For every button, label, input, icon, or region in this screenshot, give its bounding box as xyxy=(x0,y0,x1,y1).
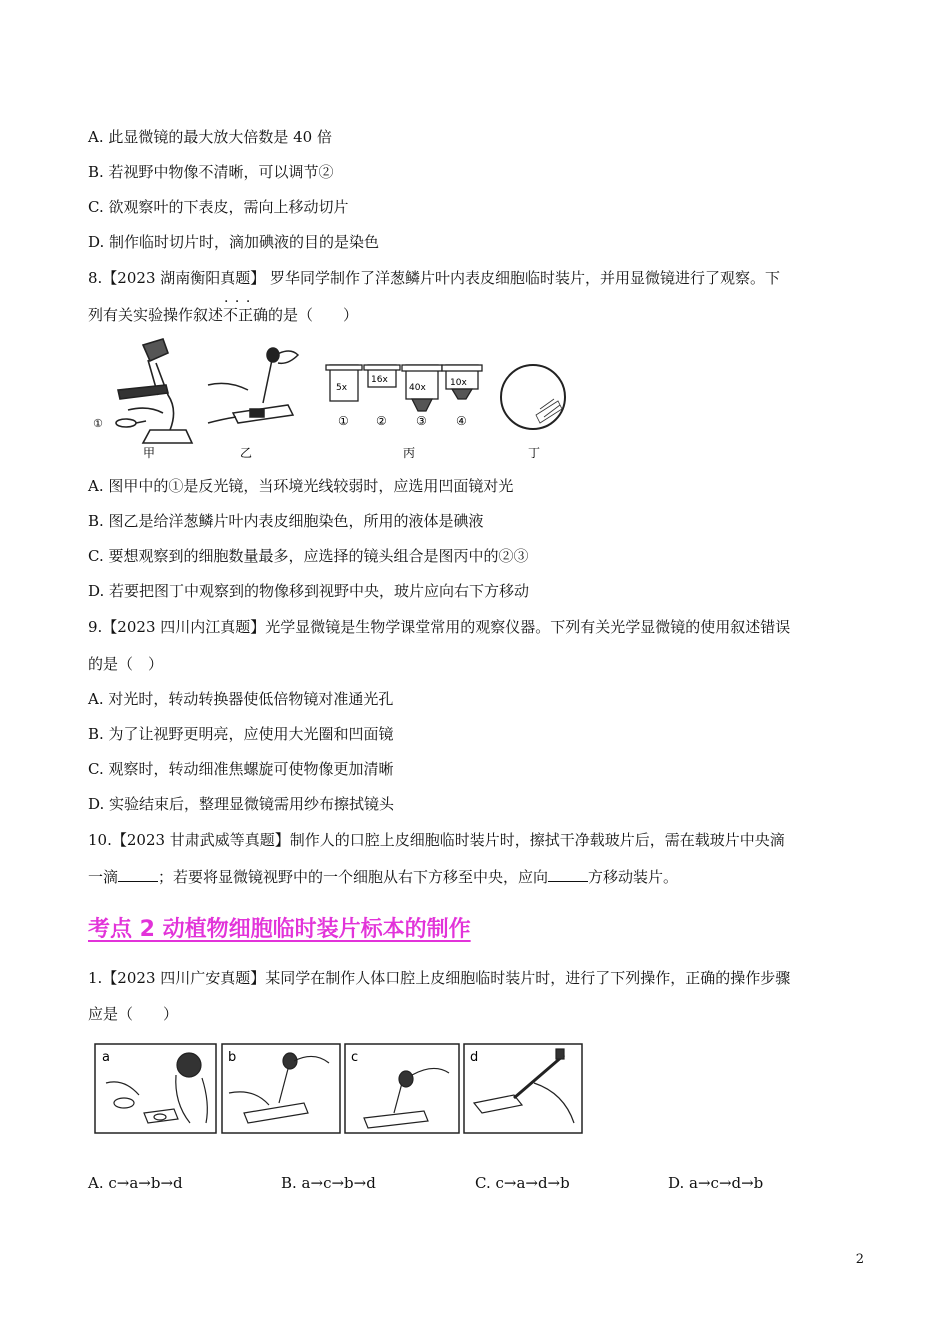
q9-option-b: B. 为了让视野更明亮，应使用大光圈和凹面镜 xyxy=(88,725,394,743)
section-heading: 考点 2 动植物细胞临时装片标本的制作 xyxy=(88,917,471,942)
mirror-number: ① xyxy=(93,417,103,430)
s2q1-option-c: C. c→a→d→b xyxy=(475,1174,570,1192)
q7-option-a: A. 此显微镜的最大放大倍数是 40 倍 xyxy=(88,128,332,146)
panel-b xyxy=(222,1044,340,1133)
microscope-drawing xyxy=(116,339,192,443)
lens-label-4: 10x xyxy=(450,378,467,388)
lens-label-3: 40x xyxy=(409,383,426,393)
figure-label-bing: 丙 xyxy=(403,446,416,460)
panel-label-c: c xyxy=(351,1050,359,1065)
s2q1-stem-line2: 应是（ ） xyxy=(88,1005,179,1023)
lens-number-4: ④ xyxy=(456,414,467,428)
q8-stem-line1: 8.【2023 湖南衡阳真题】 罗华同学制作了洋葱鳞片叶内表皮细胞临时装片，并用显微镜进行了观察。下 xyxy=(88,269,781,287)
q9-stem-line1: 9.【2023 四川内江真题】光学显微镜是生物学课堂常用的观察仪器。下列有关光学显微镜的使用叙述错误 xyxy=(88,618,791,636)
q10-blank-1[interactable] xyxy=(118,867,158,882)
lens-label-1: 5x xyxy=(336,383,348,393)
panel-label-d: d xyxy=(470,1050,479,1065)
lens-number-3: ③ xyxy=(416,414,427,428)
q8-option-d: D. 若要把图丁中观察到的物像移到视野中央，玻片应向右下方移动 xyxy=(88,582,530,600)
q8-option-a: A. 图甲中的①是反光镜，当环境光线较弱时，应选用凹面镜对光 xyxy=(88,477,514,495)
q10-text-b: ；若要将显微镜视野中的一个细胞从右下方移至中央，应向 xyxy=(158,868,549,886)
figure-label-jia: 甲 xyxy=(143,446,156,460)
q8-stem-pre: 列有关实验操作叙述 xyxy=(88,306,224,324)
q8-figure xyxy=(88,335,568,465)
panel-label-b: b xyxy=(228,1050,237,1065)
s2q1-stem-line1: 1.【2023 四川广安真题】某同学在制作人体口腔上皮细胞临时装片时，进行了下列操作，正确的操作步骤 xyxy=(88,969,791,987)
q10-text-c: 方移动装片。 xyxy=(588,868,679,886)
q10-stem-line1: 10.【2023 甘肃武威等真题】制作人的口腔上皮细胞临时装片时，擦拭干净载玻片后，需在载玻片中央滴 xyxy=(88,831,785,849)
s2q1-figure xyxy=(94,1043,584,1135)
q8-option-b: B. 图乙是给洋葱鳞片叶内表皮细胞染色，所用的液体是碘液 xyxy=(88,512,484,530)
lens-label-2: 16x xyxy=(371,375,388,385)
lens-number-2: ② xyxy=(376,414,387,428)
q9-stem-line2: 的是（ ） xyxy=(88,655,164,673)
field-of-view-circle xyxy=(501,365,565,429)
q7-option-d: D. 制作临时切片时，滴加碘液的目的是染色 xyxy=(88,233,380,251)
q9-option-a: A. 对光时，转动转换器使低倍物镜对准通光孔 xyxy=(88,690,394,708)
s2q1-option-b: B. a→c→b→d xyxy=(281,1174,376,1192)
figure-label-yi: 乙 xyxy=(240,446,253,460)
q10-stem-line2 xyxy=(88,867,678,887)
s2q1-option-d: D. a→c→d→b xyxy=(668,1174,764,1192)
q8-stem-line2 xyxy=(88,305,358,325)
q8-stem-emphasis: · · · 不正确 xyxy=(223,306,268,324)
staining-drawing xyxy=(208,348,298,423)
s2q1-options xyxy=(0,1173,950,1193)
q9-option-c: C. 观察时，转动细准焦螺旋可使物像更加清晰 xyxy=(88,760,394,778)
q10-text-a: 一滴 xyxy=(88,868,119,886)
lens-number-1: ① xyxy=(338,414,349,428)
q9-option-d: D. 实验结束后，整理显微镜需用纱布擦拭镜头 xyxy=(88,795,395,813)
q8-option-c: C. 要想观察到的细胞数量最多，应选择的镜头组合是图丙中的②③ xyxy=(88,547,529,565)
q8-stem-post: 的是（ ） xyxy=(268,306,359,324)
page-number: 2 xyxy=(855,1252,864,1267)
figure-label-ding: 丁 xyxy=(528,446,541,460)
s2q1-option-a: A. c→a→b→d xyxy=(88,1174,183,1192)
q10-blank-2[interactable] xyxy=(548,867,588,882)
q7-option-b: B. 若视野中物像不清晰，可以调节② xyxy=(88,163,334,181)
panel-c xyxy=(345,1044,459,1133)
q7-option-c: C. 欲观察叶的下表皮，需向上移动切片 xyxy=(88,198,349,216)
panel-label-a: a xyxy=(102,1050,110,1065)
